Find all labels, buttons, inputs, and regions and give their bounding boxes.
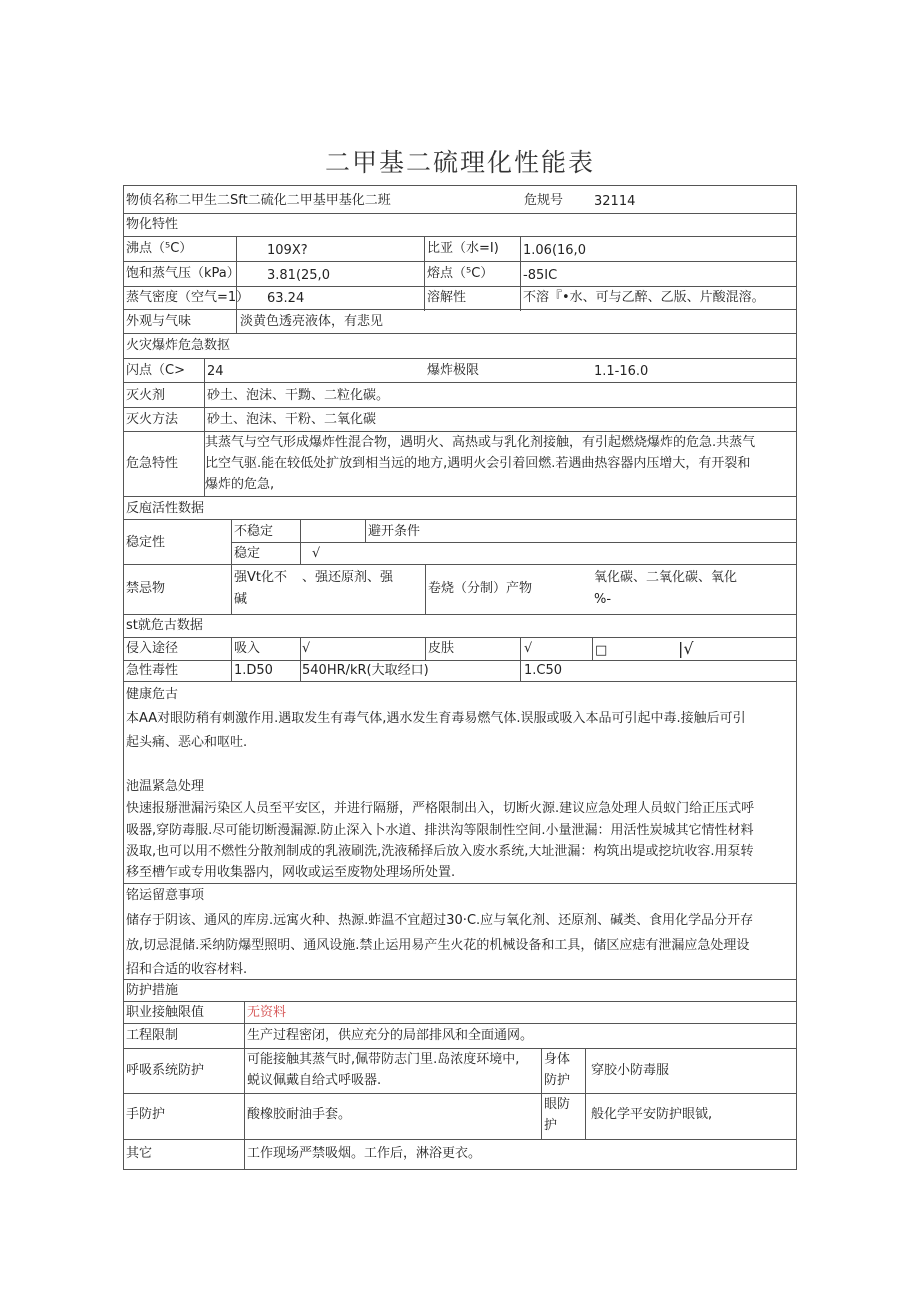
physchem-header: 物化特性 [126,217,179,232]
ld50-label: 1.D50 [234,663,273,678]
solubility-value: 不溶『•水、可与乙醉、乙版、片酸混溶。 [523,290,765,305]
other-label: 其它 [126,1146,153,1161]
hazard-line: 其蒸气与空气形成爆炸性混合物，遇明火、高热或与乳化剂接触，有引起燃烧爆炸的危急.共蒸气 [205,435,756,450]
melting-value: -85IC [523,268,558,283]
health-header: st就危古数据 [126,618,203,633]
fire-header: 火灾爆炸危急数抠 [126,338,231,353]
other-value: 工作现场严禁吸烟。工作后，淋浴更衣。 [247,1146,482,1161]
page-title: 二甲基二硫理化性能表 [324,148,595,177]
vapor-density-label: 蒸气密度（空气=1） [126,290,250,305]
stable-check: √ [312,546,321,561]
inhale-label: 吸入 [234,641,261,656]
limit-value: 无资料 [247,1005,287,1020]
agent-label: 灭火剂 [126,388,166,403]
appearance-value: 淡黄色透亮液体，有悲见 [240,314,384,329]
boiling-label: 沸点（⁵C） [126,241,193,256]
explosive-label: 爆炸极限 [427,363,480,378]
stable-label: 稳定 [234,546,261,561]
storage-header: 铭运留意事项 [126,888,205,903]
eye-label: 眼防 [544,1097,571,1112]
lc50-label: 1.C50 [524,663,563,678]
health-effect-line: 本AA对眼防稍有刺激作用.遇取发生有毒气体,遇水发生育毒易燃气体.误服或吸入本品可引起中毒.接触后可引 [126,711,746,726]
eye-label: 护 [544,1118,558,1133]
appearance-label: 外观与气味 [126,314,192,329]
engineering-label: 工程限制 [126,1028,179,1043]
leak-line: 快速报掰泄漏污染区人员至平安区，并进行隔掰，严格限制出入，切断火源.建议应急处理人员蚁门给正压式呼 [126,801,755,816]
forbidden-line: 碱 [234,592,248,607]
product-name: 物侦名称二甲生二Sft二硫化二甲基甲基化二班 [126,193,391,208]
storage-line: 招和合适的收容材料. [126,962,248,977]
protection-header: 防护措施 [126,983,179,998]
vapor-pressure-label: 饱和蒸气压（kPa） [126,266,240,281]
hand-label: 手防护 [126,1107,166,1122]
melting-label: 熔点（⁵C） [427,266,494,281]
decomp-label: 卷烧（分制）产物 [428,581,533,596]
inhale-check: √ [302,641,311,656]
flash-label: 闪点（C> [126,363,185,378]
solubility-label: 溶解性 [427,290,467,305]
leak-line: 汲取,也可以用不燃性分散剂制成的乳液刷洗,洗液稀择后放入废水系统,大址泄漏：构筑出堤或挖坑收容.用泵转 [126,844,754,859]
explosive-value: 1.1-16.0 [594,364,649,379]
respiratory-line: 可能接触其蒸气时,佩带防志门里.岛浓度环境中, [247,1052,520,1067]
skin-check: √ [524,641,533,656]
leak-header: 池温紧急处理 [126,779,205,794]
respiratory-label: 呼吸系统防护 [126,1063,205,1078]
health-effect-line: 起头痛、恶心和呕吐. [126,735,248,750]
density-label: 比亚（水=I) [427,241,499,256]
method-value: 砂土、泡沫、干粉、二氧化碳 [207,412,377,427]
health-effect-header: 健康危古 [126,687,179,702]
oral-mark: □ [595,643,608,658]
route-label: 侵入途径 [126,641,179,656]
hand-value: 酸橡胶耐油手套。 [247,1107,352,1122]
hazard-no-value: 32114 [594,194,636,209]
body-label: 身体 [544,1052,571,1067]
vapor-pressure-value: 3.81(25,0 [267,268,330,283]
hazard-no-label: 危规号 [524,193,564,208]
decomp-line: %- [594,592,612,607]
storage-line: 储存于阴该、通风的库房.远寓火种、热源.蚱温不宜超过30·C.应与氧化剂、还原剂、碱类、食用化学品分开存 [126,913,754,928]
hazard-line: 比空气驱.能在较低处扩放到相当远的地方,遇明火会引着回燃.若遇曲热容器内压增大，有开裂和 [205,456,751,471]
stability-label: 稳定性 [126,535,166,550]
leak-line: 移至槽乍或专用收集器内，网收或运至废物处理场所处置. [126,865,456,880]
unstable-label: 不稳定 [234,524,274,539]
reactivity-header: 反庖活性数据 [126,501,205,516]
forbidden-label: 禁忌物 [126,581,166,596]
body-value: 穿胶小防毒服 [591,1063,670,1078]
engineering-value: 生产过程密闭，供应充分的局部排风和全面通网。 [247,1028,534,1043]
boiling-value: 109X? [267,243,308,258]
msds-table [123,185,797,1170]
hazard-label: 危急特性 [126,456,179,471]
storage-line: 放,切忌混储.采纳防爆型照明、通风设施.禁止运用易产生火花的机械设备和工具，储区应痣有泄漏应急处理设 [126,938,750,953]
leak-line: 吸器,穿防毒服.尽可能切断漫漏源.防止深入卜水道、排洪沟等限制性空间.小量泄漏：用活性炭城其它情性材料 [126,823,754,838]
hazard-line: 爆炸的危急, [205,477,275,492]
flash-value: 24 [207,364,224,379]
toxicity-label: 急性毒性 [126,663,179,678]
respiratory-line: 蜕议佩戴自给式呼吸器. [247,1073,382,1088]
forbidden-line: 强Vt化不 [234,570,287,585]
avoid-label: 避开条件 [368,524,421,539]
method-label: 灭火方法 [126,412,179,427]
forbidden-extra: 、强还原剂、强 [302,570,394,585]
vapor-density-value: 63.24 [267,291,305,306]
decomp-line: 氧化碳、二氧化碳、氧化 [594,570,738,585]
oral-check: |√ [678,639,694,658]
limit-label: 职业接触限值 [126,1005,205,1020]
skin-label: 皮肤 [428,641,455,656]
eye-value: 般化学平安防护眼钺, [591,1107,713,1122]
agent-value: 砂土、泡沫、干黝、二粒化碳。 [207,388,390,403]
density-value: 1.06(16,0 [523,243,586,258]
ld50-value: 540HR/kR(大取经口) [302,663,429,678]
body-label: 防护 [544,1073,571,1088]
